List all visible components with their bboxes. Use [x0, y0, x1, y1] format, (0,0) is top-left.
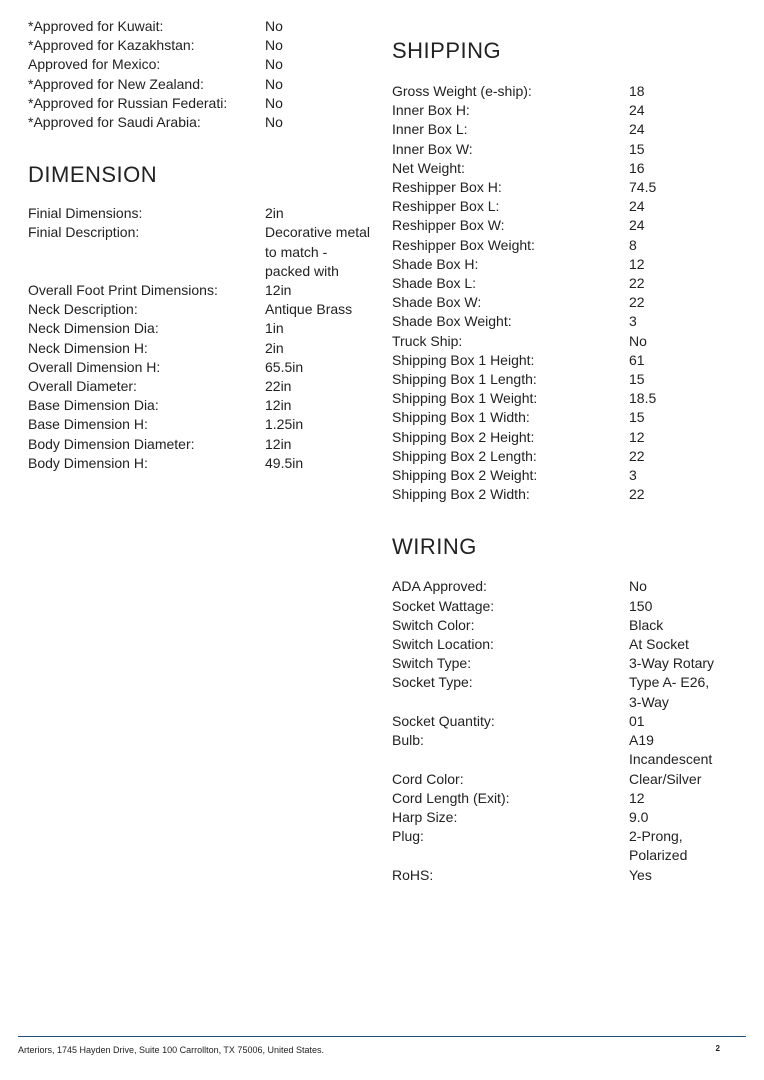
- spec-label: Overall Dimension H:: [28, 358, 161, 375]
- spec-label: Shipping Box 1 Width:: [392, 409, 530, 426]
- spec-row: [392, 178, 742, 197]
- spec-row: [392, 159, 742, 178]
- spec-value: No: [629, 578, 647, 595]
- spec-value: No: [265, 114, 283, 131]
- spec-row: [392, 635, 742, 654]
- spec-row: [392, 731, 742, 769]
- spec-row: [392, 673, 742, 711]
- spec-value: 15: [629, 409, 645, 426]
- wiring-heading: WIRING: [392, 534, 477, 560]
- spec-label: Neck Dimension H:: [28, 339, 148, 356]
- spec-row: [392, 616, 742, 635]
- spec-label: Shipping Box 2 Weight:: [392, 467, 538, 484]
- spec-row: [392, 597, 742, 616]
- spec-label: RoHS:: [392, 866, 434, 883]
- spec-row: [392, 712, 742, 731]
- spec-row: [392, 466, 742, 485]
- spec-label: Shipping Box 1 Weight:: [392, 390, 538, 407]
- spec-label: ADA Approved:: [392, 578, 487, 595]
- spec-value: 18: [629, 83, 645, 99]
- spec-row: [28, 223, 373, 281]
- spec-row: [392, 827, 742, 865]
- spec-value: 22: [629, 294, 645, 311]
- spec-row: [392, 82, 742, 101]
- spec-row: [392, 770, 742, 789]
- spec-value: 22in: [265, 378, 292, 395]
- spec-row: [392, 140, 742, 159]
- spec-label: Cord Color:: [392, 770, 464, 787]
- spec-label: Inner Box H:: [392, 102, 470, 119]
- spec-value: 24: [629, 217, 645, 234]
- approvals-list: [28, 17, 373, 132]
- spec-value: Yes: [629, 866, 652, 883]
- spec-label: Socket Quantity:: [392, 712, 495, 729]
- spec-row: [392, 370, 742, 389]
- spec-label: Body Dimension H:: [28, 454, 148, 471]
- spec-value: 22: [629, 447, 645, 464]
- spec-value: 22: [629, 486, 645, 503]
- spec-row: [28, 281, 373, 300]
- spec-value: 15: [629, 371, 645, 388]
- spec-value: 24: [629, 121, 645, 138]
- spec-value: 12in: [265, 435, 292, 452]
- spec-row: [392, 866, 742, 885]
- spec-row: [392, 332, 742, 351]
- spec-value: A19 Incandescent: [629, 732, 713, 768]
- spec-label: Cord Length (Exit):: [392, 789, 510, 806]
- spec-label: Truck Ship:: [392, 332, 463, 349]
- spec-label: *Approved for Kazakhstan:: [28, 37, 195, 54]
- spec-row: [28, 339, 373, 358]
- page-number: 2: [715, 1044, 720, 1053]
- spec-label: Socket Wattage:: [392, 597, 495, 614]
- spec-label: Switch Location:: [392, 636, 494, 653]
- spec-label: Bulb:: [392, 732, 424, 749]
- spec-row: [392, 447, 742, 466]
- spec-value: 12in: [265, 397, 292, 414]
- spec-row: [392, 101, 742, 120]
- dimension-list: [28, 204, 373, 473]
- spec-label: Shade Box H:: [392, 255, 479, 272]
- spec-value: 12: [629, 428, 645, 445]
- spec-value: 2in: [265, 205, 284, 222]
- spec-value: 49.5in: [265, 454, 304, 471]
- spec-row: [392, 216, 742, 235]
- spec-label: Socket Type:: [392, 674, 473, 691]
- spec-row: [28, 319, 373, 338]
- spec-label: Inner Box L:: [392, 121, 468, 138]
- spec-value: 74.5: [629, 179, 657, 196]
- spec-value: 1.25in: [265, 416, 304, 433]
- dimension-heading: DIMENSION: [28, 162, 158, 188]
- spec-row: [28, 396, 373, 415]
- spec-value: 61: [629, 351, 645, 368]
- footer-divider: [18, 1036, 746, 1037]
- spec-label: *Approved for Saudi Arabia:: [28, 114, 201, 131]
- spec-label: Shipping Box 2 Height:: [392, 428, 535, 445]
- spec-row: [392, 236, 742, 255]
- spec-row: [392, 351, 742, 370]
- shipping-list: [392, 82, 742, 504]
- spec-row: [392, 577, 742, 596]
- spec-value: 01: [629, 712, 645, 729]
- spec-row: [28, 435, 373, 454]
- spec-value: 2in: [265, 339, 284, 356]
- spec-label: *Approved for Kuwait:: [28, 18, 164, 34]
- spec-label: Approved for Mexico:: [28, 56, 161, 73]
- spec-value: No: [265, 18, 283, 34]
- spec-value: No: [629, 332, 647, 349]
- spec-value: 3-Way Rotary: [629, 655, 715, 672]
- spec-value: 2-Prong, Polarized: [629, 828, 688, 864]
- spec-label: *Approved for Russian Federati:: [28, 94, 228, 111]
- spec-label: Neck Description:: [28, 301, 138, 318]
- spec-value: 15: [629, 140, 645, 157]
- spec-value: Black: [629, 616, 664, 633]
- spec-value: 22: [629, 275, 645, 292]
- spec-label: Finial Description:: [28, 224, 140, 241]
- spec-row: [392, 485, 742, 504]
- spec-label: Plug:: [392, 828, 424, 845]
- spec-row: [28, 300, 373, 319]
- right-column: [392, 38, 742, 885]
- spec-row: [28, 36, 373, 55]
- spec-value: Type A- E26, 3-Way: [629, 674, 710, 710]
- spec-value: At Socket: [629, 636, 689, 653]
- spec-value: 12: [629, 789, 645, 806]
- spec-row: [28, 94, 373, 113]
- spec-label: Reshipper Box Weight:: [392, 236, 535, 253]
- spec-label: Net Weight:: [392, 159, 465, 176]
- spec-label: Shipping Box 2 Width:: [392, 486, 530, 503]
- spec-label: Gross Weight (e-ship):: [392, 83, 532, 99]
- spec-value: Decorative metal to match - packed with: [265, 224, 371, 279]
- spec-value: No: [265, 37, 283, 54]
- spec-label: Overall Foot Print Dimensions:: [28, 282, 218, 299]
- spec-row: [392, 408, 742, 427]
- spec-value: 3: [629, 467, 637, 484]
- spec-value: 12in: [265, 282, 292, 299]
- spec-label: Reshipper Box L:: [392, 198, 500, 215]
- spec-value: 65.5in: [265, 358, 304, 375]
- spec-value: 150: [629, 597, 653, 614]
- spec-label: Body Dimension Diameter:: [28, 435, 195, 452]
- spec-label: Harp Size:: [392, 808, 458, 825]
- spec-label: Base Dimension H:: [28, 416, 148, 433]
- spec-label: *Approved for New Zealand:: [28, 75, 204, 92]
- spec-row: [392, 293, 742, 312]
- spec-value: 16: [629, 159, 645, 176]
- spec-label: Shipping Box 2 Length:: [392, 447, 537, 464]
- spec-label: Shipping Box 1 Length:: [392, 371, 537, 388]
- spec-value: No: [265, 56, 283, 73]
- spec-row: [392, 197, 742, 216]
- footer-address: Arteriors, 1745 Hayden Drive, Suite 100 Carrollton, TX 75006, United States.: [18, 1045, 324, 1055]
- spec-row: [392, 312, 742, 331]
- shipping-heading: SHIPPING: [392, 38, 502, 63]
- spec-label: Shipping Box 1 Height:: [392, 351, 535, 368]
- spec-label: Reshipper Box W:: [392, 217, 505, 234]
- spec-label: Switch Type:: [392, 655, 472, 672]
- spec-value: No: [265, 75, 283, 92]
- spec-row: [28, 454, 373, 473]
- spec-value: 24: [629, 198, 645, 215]
- spec-value: 8: [629, 236, 637, 253]
- spec-label: Shade Box W:: [392, 294, 482, 311]
- spec-row: [392, 428, 742, 447]
- spec-row: [28, 204, 373, 223]
- spec-row: [392, 120, 742, 139]
- spec-row: [28, 377, 373, 396]
- spec-value: 12: [629, 255, 645, 272]
- spec-value: 18.5: [629, 390, 657, 407]
- left-column: [28, 17, 373, 473]
- spec-row: [28, 113, 373, 132]
- spec-value: 24: [629, 102, 645, 119]
- spec-label: Shade Box Weight:: [392, 313, 512, 330]
- spec-row: [392, 274, 742, 293]
- spec-row: [28, 17, 373, 36]
- spec-row: [392, 389, 742, 408]
- spec-label: Base Dimension Dia:: [28, 397, 159, 414]
- spec-row: [28, 55, 373, 74]
- spec-row: [392, 789, 742, 808]
- spec-row: [392, 255, 742, 274]
- spec-row: [28, 415, 373, 434]
- spec-row: [392, 808, 742, 827]
- spec-value: 9.0: [629, 808, 649, 825]
- spec-label: Reshipper Box H:: [392, 179, 502, 196]
- spec-label: Overall Diameter:: [28, 378, 137, 395]
- spec-row: [392, 654, 742, 673]
- spec-label: Finial Dimensions:: [28, 205, 143, 222]
- spec-value: 1in: [265, 320, 284, 337]
- wiring-list: [392, 577, 742, 884]
- spec-row: [28, 75, 373, 94]
- spec-value: No: [265, 94, 283, 111]
- spec-label: Shade Box L:: [392, 275, 477, 292]
- spec-value: Antique Brass: [265, 301, 353, 318]
- spec-value: Clear/Silver: [629, 770, 702, 787]
- spec-label: Inner Box W:: [392, 140, 473, 157]
- spec-row: [28, 358, 373, 377]
- spec-value: 3: [629, 313, 637, 330]
- spec-label: Switch Color:: [392, 616, 475, 633]
- spec-label: Neck Dimension Dia:: [28, 320, 159, 337]
